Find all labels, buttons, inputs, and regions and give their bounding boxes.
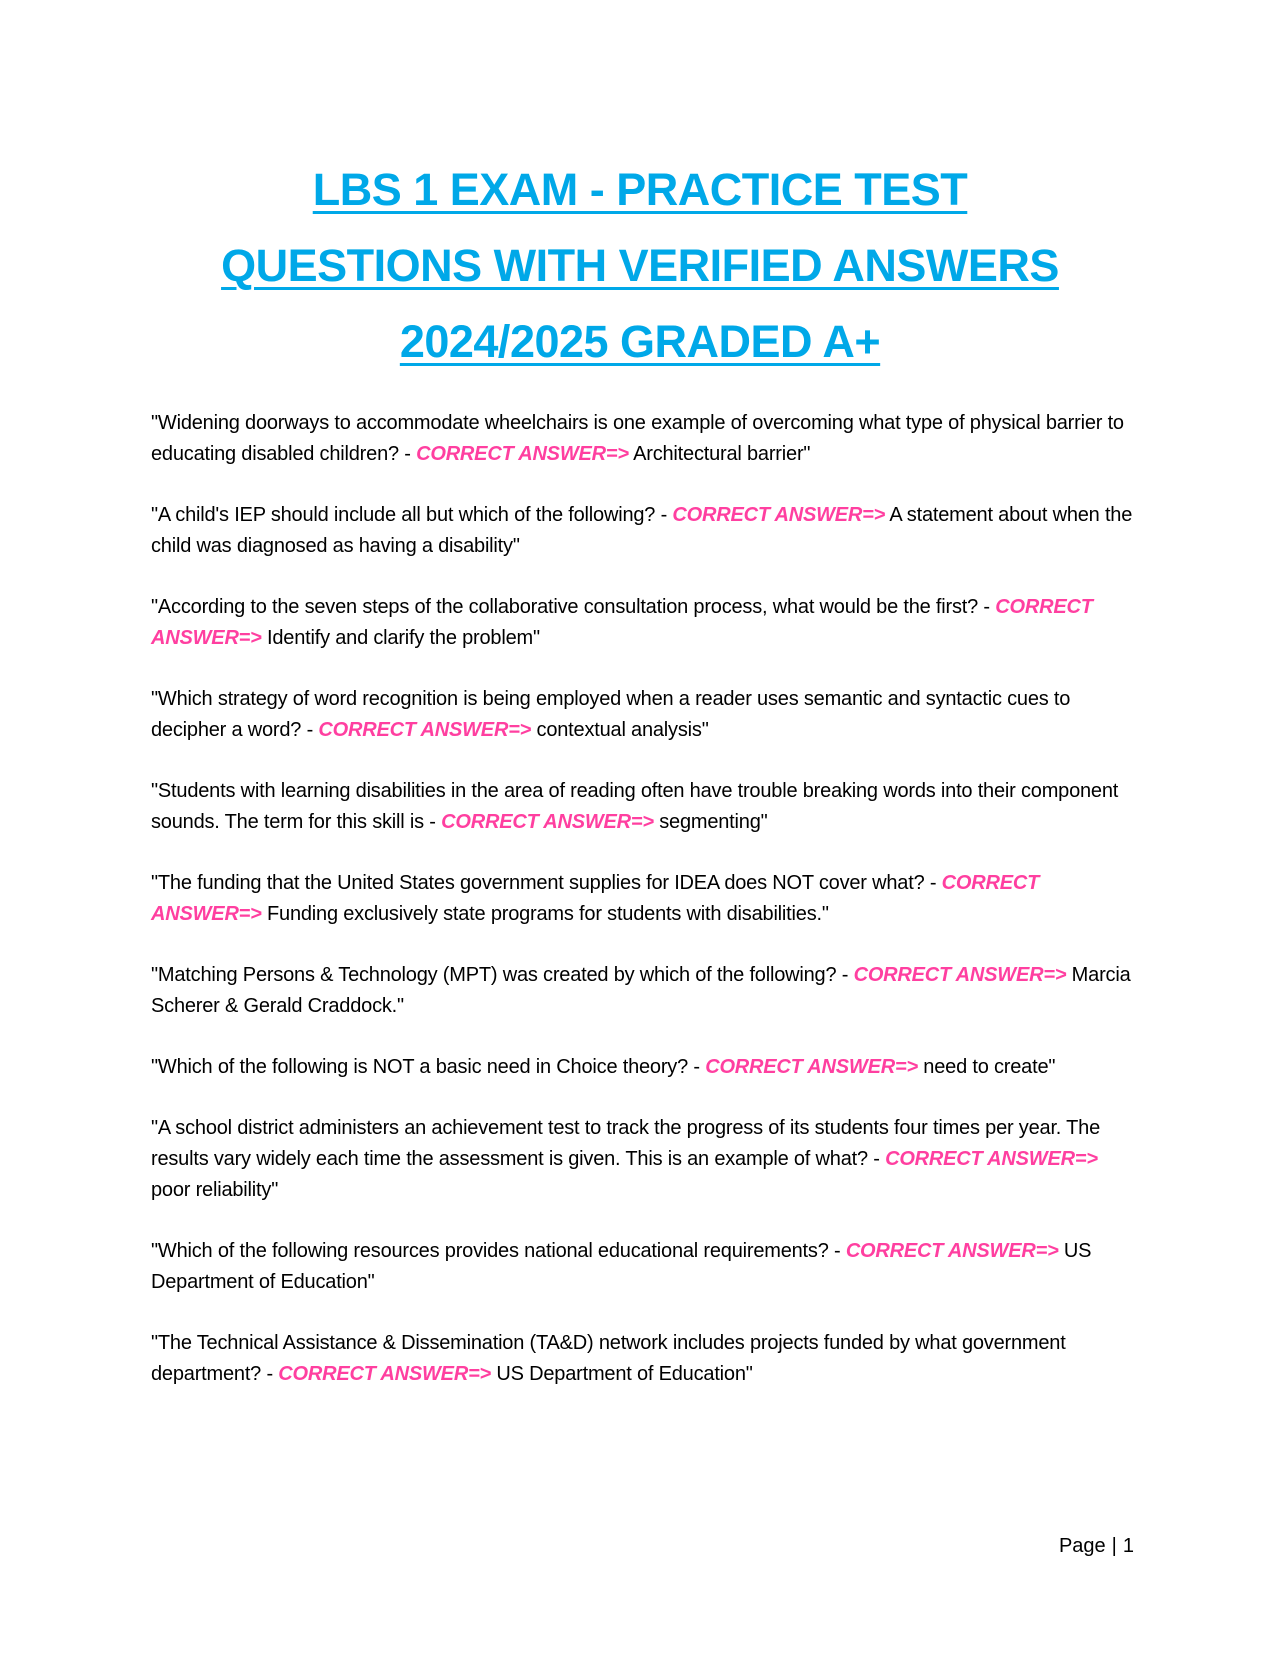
question-text: "Which strategy of word recognition is being employed when a reader uses semantic and syntactic cues to decipher a word? - — [151, 688, 1071, 741]
question-text: "The funding that the United States government supplies for IDEA does NOT cover what? - — [151, 872, 942, 894]
title-line: 2024/2025 GRADED A+ — [399, 316, 881, 367]
document-title — [150, 152, 1130, 380]
page-label: Page — [1058, 1535, 1106, 1557]
question-text: "A school district administers an achievement test to track the progress of its students four times per year. The results vary widely each time the assessment is given. This is an example of what? - — [151, 1117, 1101, 1170]
answer-marker: CORRECT ANSWER=> — [278, 1363, 492, 1385]
answer-marker: CORRECT ANSWER=> — [151, 596, 1093, 649]
question-text: "Which of the following resources provides national educational requirements? - — [151, 1240, 846, 1262]
qa-item — [151, 960, 1136, 1022]
title-line: QUESTIONS WITH VERIFIED ANSWERS — [221, 240, 1059, 291]
answer-text: need to create" — [917, 1056, 1056, 1078]
qa-item — [151, 500, 1136, 562]
qa-list — [151, 408, 1136, 1420]
answer-marker: CORRECT ANSWER=> — [705, 1056, 918, 1078]
qa-item — [151, 776, 1136, 838]
answer-text: Identify and clarify the problem" — [261, 627, 540, 649]
qa-item — [151, 1052, 1136, 1083]
answer-text: contextual analysis" — [531, 719, 709, 741]
answer-text: US Department of Education" — [151, 1240, 1092, 1293]
answer-text: US Department of Education" — [491, 1363, 753, 1385]
page-number: 1 — [1122, 1535, 1134, 1557]
answer-text: A statement about when the child was diagnosed as having a disability" — [151, 504, 1133, 557]
question-text: "Widening doorways to accommodate wheelchairs is one example of overcoming what type of physical barrier to educating disabled children? - — [151, 412, 1124, 465]
qa-item — [151, 1236, 1136, 1298]
qa-item — [151, 868, 1136, 930]
answer-text: Architectural barrier" — [628, 443, 811, 465]
answer-marker: CORRECT ANSWER=> — [885, 1148, 1098, 1170]
question-text: "A child's IEP should include all but which of the following? - — [151, 504, 673, 526]
answer-text: poor reliability" — [151, 1179, 279, 1201]
answer-marker: CORRECT ANSWER=> — [441, 811, 654, 833]
title-line: LBS 1 EXAM - PRACTICE TEST — [312, 164, 968, 215]
question-text: "Students with learning disabilities in the area of reading often have trouble breaking words into their component sounds. The term for this skill is - — [151, 780, 1119, 833]
qa-item — [151, 1113, 1136, 1206]
answer-marker: CORRECT ANSWER=> — [845, 1240, 1059, 1262]
page-separator: | — [1111, 1535, 1117, 1557]
qa-item — [151, 684, 1136, 746]
answer-marker: CORRECT ANSWER=> — [416, 443, 629, 465]
answer-marker: CORRECT ANSWER=> — [672, 504, 886, 526]
answer-marker: CORRECT ANSWER=> — [151, 872, 1040, 925]
answer-text: segmenting" — [653, 811, 768, 833]
question-text: "According to the seven steps of the collaborative consultation process, what would be the first? - — [151, 596, 996, 618]
question-text: "Matching Persons & Technology (MPT) was created by which of the following? - — [151, 964, 854, 986]
answer-text: Funding exclusively state programs for students with disabilities." — [261, 903, 829, 925]
question-text: "Which of the following is NOT a basic need in Choice theory? - — [151, 1056, 706, 1078]
page-footer — [1059, 1532, 1134, 1560]
question-text: "The Technical Assistance & Dissemination (TA&D) network includes projects funded by what government department? - — [151, 1332, 1066, 1385]
answer-text: Marcia Scherer & Gerald Craddock." — [151, 964, 1131, 1017]
qa-item — [151, 408, 1136, 470]
qa-item — [151, 592, 1136, 654]
answer-marker: CORRECT ANSWER=> — [853, 964, 1067, 986]
answer-marker: CORRECT ANSWER=> — [318, 719, 532, 741]
qa-item — [151, 1328, 1136, 1390]
